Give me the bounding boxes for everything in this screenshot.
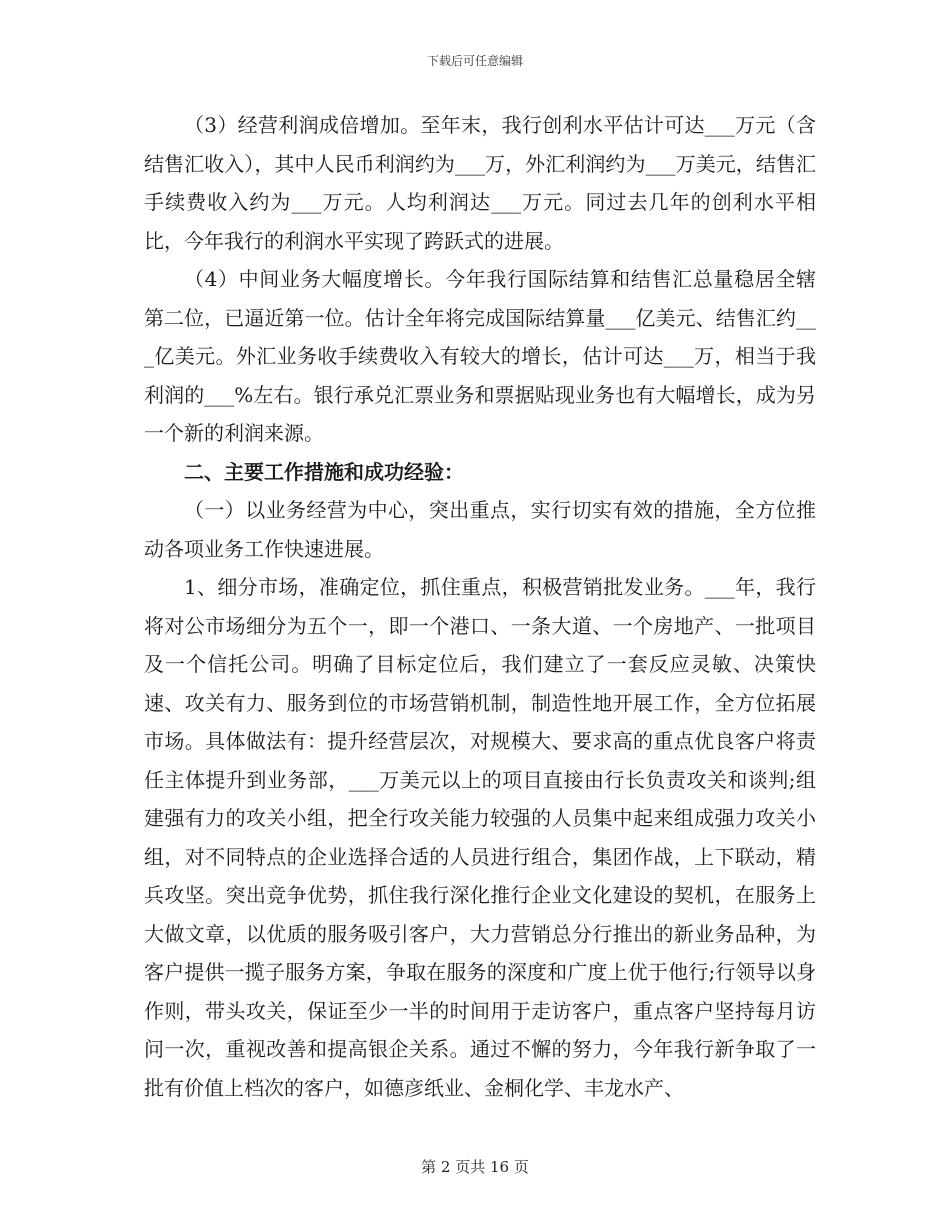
page-header: 下载后可任意编辑 xyxy=(426,54,523,68)
document-body xyxy=(144,106,816,1107)
section-heading-measures: 二、主要工作措施和成功经验： xyxy=(184,459,464,484)
paragraph-market-segmentation: 1、细分市场，准确定位，抓住重点，积极营销批发业务。___年，我行将对公市场细分为五个一，即一个港口、一条大道、一个房地产、一批项目及一个信托公司。明确了目标定位后，我们建立了一套反应灵敏、决策快速、攻关有力、服务到位的市场营销机制，制造性地开展工作，全方位拓展市场。具体做法有：提升经营层次，对规模大、要求高的重点优良客户将责任主体提升到业务部，___万美元以上的项目直接由行长负责攻关和谈判;组建强有力的攻关小组，把全行攻关能力较强的人员集中起来组成强力攻关小组，对不同特点的企业选择合适的人员进行组合，集团作战，上下联动，精兵攻坚。突出竞争优势，抓住我行深化推行企业文化建设的契机，在服务上大做文章，以优质的服务吸引客户，大力营销总分行推出的新业务品种，为客户提供一揽子服务方案，争取在服务的深度和广度上优于他行;行领导以身作则，带头攻关，保证至少一半的时间用于走访客户，重点客户坚持每月访问一次，重视改善和提高银企关系。通过不懈的努力，今年我行新争取了一批有价值上档次的客户，如德彦纸业、金桐化学、丰龙水产、 xyxy=(144,575,816,1100)
page-footer: 第 2 页共 16 页 xyxy=(421,1158,529,1176)
paragraph-business-center: （一）以业务经营为中心，突出重点，实行切实有效的措施，全方位推动各项业务工作快速进展。 xyxy=(144,498,816,561)
paragraph-operating-profit: （3）经营利润成倍增加。至年末，我行创利水平估计可达___万元（含结售汇收入），其中人民币利润约为___万，外汇利润约为___万美元，结售汇手续费收入约为___万元。人均利润达___万元。同过去几年的创利水平相比，今年我行的利润水平实现了跨跃式的进展。 xyxy=(144,113,816,253)
paragraph-intermediate-business: （4）中间业务大幅度增长。今年我行国际结算和结售汇总量稳居全辖第二位，已逼近第一位。估计全年将完成国际结算量___亿美元、结售汇约___亿美元。外汇业务收手续费收入有较大的增长，估计可达___万，相当于我利润的___%左右。银行承兑汇票业务和票据贴现业务也有大幅增长，成为另一个新的利润来源。 xyxy=(144,267,816,445)
